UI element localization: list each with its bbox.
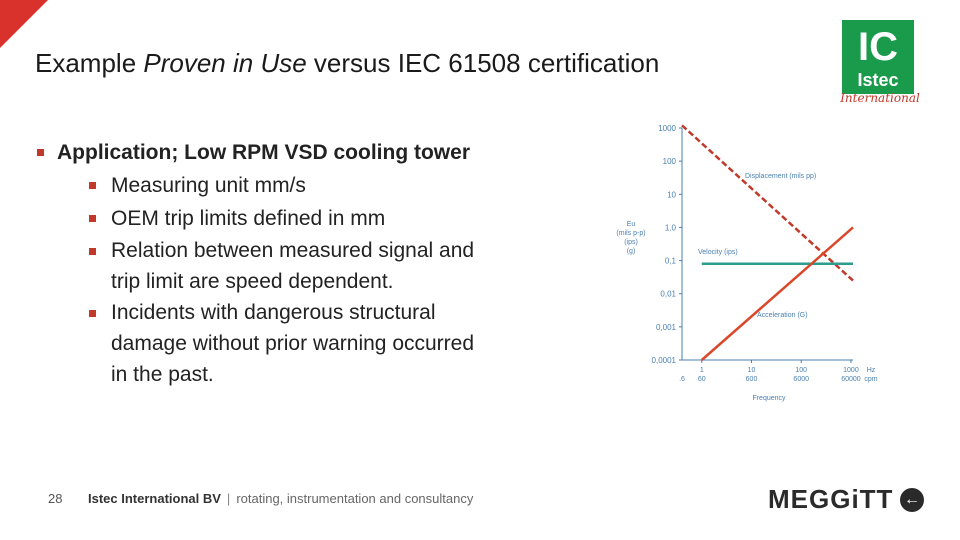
bullet-sub: Relation between measured signal and trip limit are speed dependent. [35, 235, 474, 297]
istec-logo [836, 18, 924, 110]
footer-tagline: rotating, instrumentation and consultancy [236, 491, 474, 506]
page-number: 28 [48, 491, 63, 506]
x-tick-label-hz: 1000 [843, 367, 859, 374]
y-tick-label: 1.0 [664, 223, 676, 233]
y-axis-label: (ips) [624, 239, 638, 246]
bullet-sub: Measuring unit mm/s [35, 169, 474, 202]
y-tick-label: 10 [667, 190, 676, 200]
y-tick-label: 100 [662, 157, 676, 167]
y-axis-label: (g) [626, 248, 636, 255]
x-tick-label-cpm: .6 [679, 376, 685, 383]
footer-separator: | [226, 491, 231, 506]
x-axis-label: Frequency [752, 395, 786, 402]
y-tick-label: 1000 [658, 124, 676, 133]
y-tick-label: 0,001 [655, 322, 676, 332]
footer-text [88, 491, 473, 506]
meggitt-logo: MEGGiTT [768, 484, 894, 514]
y-tick-label: 0,1 [664, 256, 676, 266]
bullet-square-icon [89, 310, 96, 317]
bullet-main: Application; Low RPM VSD cooling tower [35, 136, 474, 169]
x-tick-label-cpm: 60000 [841, 376, 861, 383]
bullet-square-icon [89, 215, 96, 222]
bullet-square-icon [89, 248, 96, 255]
logo-script: International [840, 91, 920, 105]
bullet-square-icon [89, 182, 96, 189]
series-label-1: Displacement (mils pp) [745, 173, 817, 180]
y-axis-label: (mils p-p) [616, 230, 646, 237]
footer-company: Istec International BV [88, 491, 221, 506]
bullet-sub: OEM trip limits defined in mm [35, 202, 474, 235]
x-unit-cpm: cpm [864, 376, 878, 383]
y-tick-label: 0,0001 [651, 356, 676, 365]
y-axis-label: Eu [626, 221, 636, 228]
series-label-2: Velocity (ips) [698, 249, 738, 256]
x-unit-hz: Hz [866, 367, 876, 374]
back-arrow-button[interactable]: ← [900, 488, 924, 512]
vibration-chart [605, 118, 895, 408]
slide-title: Example Proven in Use versus IEC 61508 certification [35, 48, 660, 78]
x-tick-label-hz: 1 [699, 367, 704, 374]
bullet-sub: Incidents with dangerous structural damage without prior warning occurred in the past. [35, 297, 474, 390]
corner-accent [0, 0, 50, 50]
bullet-square-icon [37, 149, 44, 156]
x-tick-label-hz: 10 [747, 367, 756, 374]
y-tick-label: 0,01 [660, 289, 676, 299]
logo-letters: IC [858, 25, 898, 69]
series-line-1 [682, 125, 853, 280]
x-tick-label-cpm: 6000 [793, 376, 810, 383]
logo-word: Istec [857, 70, 899, 90]
series-line-3 [702, 227, 853, 360]
bullet-list [35, 136, 474, 390]
x-tick-label-hz: 100 [795, 367, 808, 374]
x-tick-label-cpm: 600 [745, 376, 758, 383]
x-tick-label-cpm: 60 [697, 376, 706, 383]
series-label-3: Acceleration (G) [757, 312, 808, 319]
